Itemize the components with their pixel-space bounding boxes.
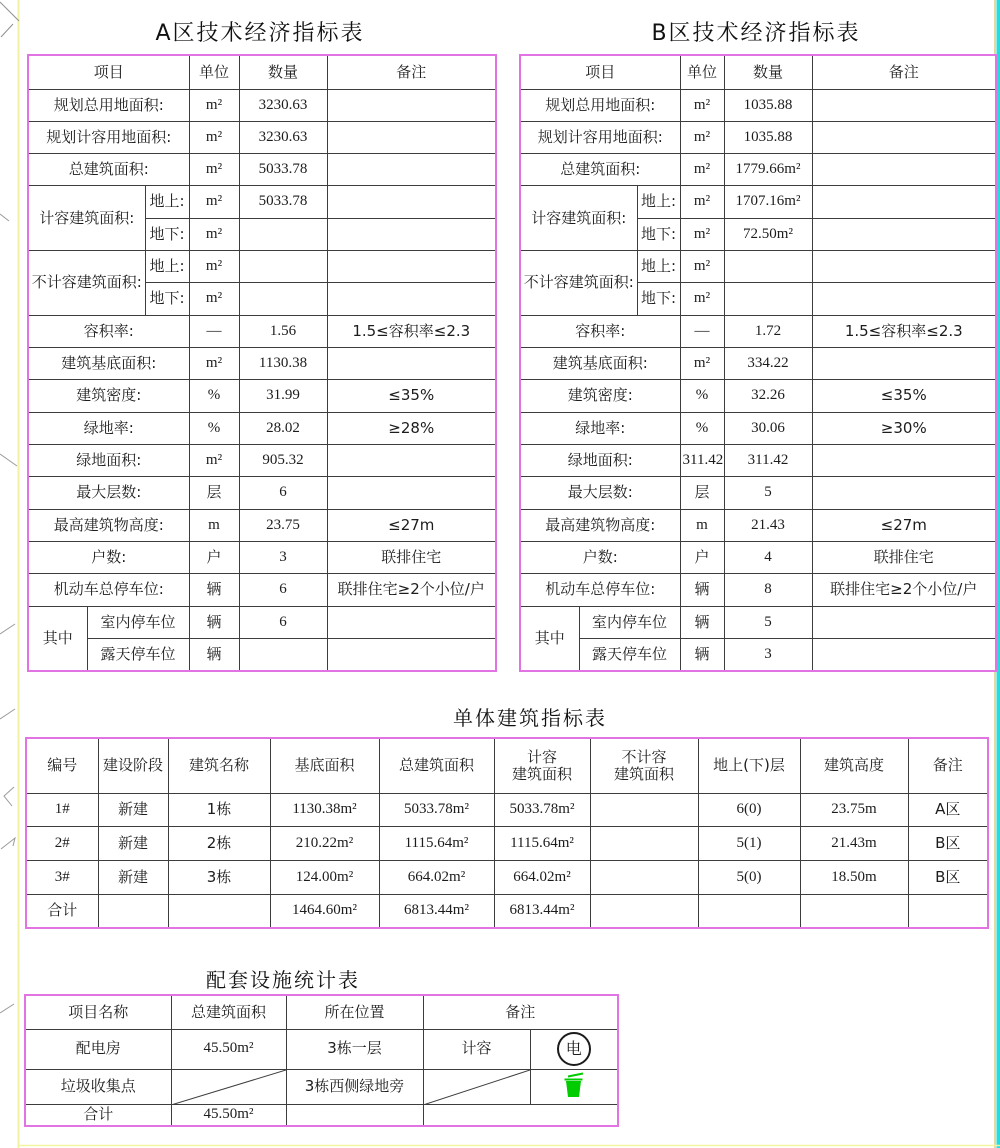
cell-nonplot-gfa [590, 827, 698, 861]
cell-sublabel: 地下: [145, 218, 189, 250]
cell-label: 绿地率: [521, 412, 680, 444]
cell-sublabel: 地下: [637, 283, 680, 315]
cell-unit: m² [680, 251, 724, 283]
viewport-edge-right-cyan [997, 0, 1000, 1148]
cell-unit: 辆 [680, 638, 724, 670]
col-header: 项目名称 [26, 996, 171, 1029]
table-row [29, 121, 495, 153]
cell-unit: — [680, 315, 724, 347]
table-row [29, 154, 495, 186]
cell-sublabel: 地上: [145, 186, 189, 218]
cell-remark [812, 638, 995, 670]
cell-qty: 6 [239, 606, 327, 638]
cell-plot-gfa: 6813.44m² [494, 894, 590, 927]
cell-stage: 新建 [98, 860, 168, 894]
cell-qty [724, 251, 812, 283]
col-header: 建筑高度 [800, 739, 908, 793]
table-row [29, 541, 495, 573]
table-row [521, 541, 995, 573]
table-row [521, 412, 995, 444]
cell-label: 最大层数: [521, 477, 680, 509]
diagonal-slash [424, 1070, 530, 1105]
cell-remark [327, 251, 495, 283]
cell-no: 3# [27, 860, 98, 894]
cell-unit: m² [189, 89, 239, 121]
cell-label: 总建筑面积: [521, 154, 680, 186]
cell-sublabel: 地上: [637, 251, 680, 283]
cell-unit: m² [680, 121, 724, 153]
facility-table-title: 配套设施统计表 [206, 968, 360, 992]
leader-line [0, 214, 9, 221]
cell-name: 3栋 [168, 860, 270, 894]
cell-qty: 30.06 [724, 412, 812, 444]
cell-qty: 1.72 [724, 315, 812, 347]
table-row [27, 793, 987, 827]
col-header: 总建筑面积 [171, 996, 286, 1029]
table-row [29, 606, 495, 638]
cell-unit: 辆 [189, 574, 239, 606]
cell-qty: 21.43 [724, 509, 812, 541]
cell-remark: ≤27m [812, 509, 995, 541]
cell-footprint: 210.22m² [270, 827, 379, 861]
cell-remark: ≤35% [812, 380, 995, 412]
cell-unit: m² [680, 89, 724, 121]
cell-footprint: 1464.60m² [270, 894, 379, 927]
cell-qty: 8 [724, 574, 812, 606]
cell-label: 规划总用地面积: [29, 89, 189, 121]
cell-unit: 辆 [189, 606, 239, 638]
cell-remark: B区 [908, 860, 987, 894]
cell-height [800, 894, 908, 927]
table-row [27, 827, 987, 861]
col-header: 备注 [423, 996, 617, 1029]
table-row [29, 412, 495, 444]
cell-label: 建筑基底面积: [29, 348, 189, 380]
table-row [26, 996, 617, 1029]
cell-label: 建筑基底面积: [521, 348, 680, 380]
cell-unit: m² [189, 348, 239, 380]
cell-unit: m² [189, 283, 239, 315]
cell-remark [812, 251, 995, 283]
table-row [29, 509, 495, 541]
cell-sublabel: 露天停车位 [87, 638, 189, 670]
table-row [26, 1069, 617, 1105]
cell-qty: 3 [239, 541, 327, 573]
cell-floors: 5(0) [698, 860, 800, 894]
cell-unit: m² [189, 186, 239, 218]
building-table [25, 737, 989, 929]
table-a-title: A区技术经济指标表 [155, 21, 365, 46]
cell-gfa: 1115.64m² [379, 827, 494, 861]
cell-unit: m² [189, 444, 239, 476]
cell-label: 建筑密度: [29, 380, 189, 412]
col-header: 建设阶段 [98, 739, 168, 793]
cell-stage: 新建 [98, 793, 168, 827]
cell-name: 配电房 [26, 1029, 171, 1069]
cell-remark: 联排住宅≥2个小位/户 [327, 574, 495, 606]
cell-area: 45.50m² [171, 1105, 286, 1125]
cell-remark: 联排住宅 [812, 541, 995, 573]
cell-remark [812, 348, 995, 380]
cell-remark [327, 89, 495, 121]
cell-unit: m [189, 509, 239, 541]
cell-remark [327, 121, 495, 153]
cell-remark [327, 154, 495, 186]
cell-unit: m [680, 509, 724, 541]
table-b [519, 54, 997, 672]
cell-qty: 5 [724, 477, 812, 509]
cell-floors: 5(1) [698, 827, 800, 861]
cell-label: 户数: [29, 541, 189, 573]
cell-qty: 23.75 [239, 509, 327, 541]
table-row [29, 186, 495, 218]
table-row [521, 477, 995, 509]
cell-stage: 新建 [98, 827, 168, 861]
cell-remark: ≤27m [327, 509, 495, 541]
cell-icon [530, 1069, 617, 1105]
table-row [29, 638, 495, 670]
cell-unit: m² [680, 186, 724, 218]
cell-gfa: 6813.44m² [379, 894, 494, 927]
cell-remark [812, 606, 995, 638]
cell-qty: 28.02 [239, 412, 327, 444]
leader-line [4, 787, 14, 806]
cell-unit: % [189, 380, 239, 412]
cell-qty: 72.50m² [724, 218, 812, 250]
cell-unit: m² [680, 154, 724, 186]
table-a [27, 54, 497, 672]
cell-sublabel: 露天停车位 [579, 638, 680, 670]
cell-qty: 31.99 [239, 380, 327, 412]
cell-label: 机动车总停车位: [521, 574, 680, 606]
col-header: 备注 [327, 56, 495, 89]
cell-name: 合计 [26, 1105, 171, 1125]
col-header: 项目 [29, 56, 189, 89]
cell-qty [724, 283, 812, 315]
table-row [521, 186, 995, 218]
table-row [29, 315, 495, 347]
cell-remark [423, 1069, 530, 1105]
cell-qty: 1707.16m² [724, 186, 812, 218]
cell-stage [98, 894, 168, 927]
cell-label: 最大层数: [29, 477, 189, 509]
cell-plot-gfa: 5033.78m² [494, 793, 590, 827]
cell-remark: ≤35% [327, 380, 495, 412]
cell-remark [908, 894, 987, 927]
cell-unit: — [189, 315, 239, 347]
col-header: 单位 [189, 56, 239, 89]
cell-sublabel: 地下: [637, 218, 680, 250]
cell-unit: 辆 [680, 606, 724, 638]
cell-qty: 1130.38 [239, 348, 327, 380]
leader-line [0, 709, 15, 719]
cell-remark [327, 218, 495, 250]
cell-qty: 905.32 [239, 444, 327, 476]
facility-table [24, 994, 619, 1127]
cell-name: 1栋 [168, 793, 270, 827]
table-row [27, 739, 987, 793]
cell-label: 规划计容用地面积: [29, 121, 189, 153]
table-row [521, 380, 995, 412]
table-row [521, 89, 995, 121]
cell-unit: m² [189, 218, 239, 250]
cell-height: 18.50m [800, 860, 908, 894]
cell-nonplot-gfa [590, 793, 698, 827]
building-table-title: 单体建筑指标表 [453, 706, 607, 730]
cell-location: 3栋西侧绿地旁 [286, 1069, 423, 1105]
cell-label: 规划总用地面积: [521, 89, 680, 121]
col-header: 所在位置 [286, 996, 423, 1029]
leader-line [0, 1004, 14, 1013]
cell-label: 建筑密度: [521, 380, 680, 412]
cell-qty: 334.22 [724, 348, 812, 380]
table-row [521, 509, 995, 541]
table-row [521, 121, 995, 153]
cell-height: 21.43m [800, 827, 908, 861]
cell-qty [239, 638, 327, 670]
cell-unit: % [189, 412, 239, 444]
cell-label: 容积率: [521, 315, 680, 347]
table-row [26, 1029, 617, 1069]
cell-qty: 1035.88 [724, 121, 812, 153]
cell-remark: 1.5≤容积率≤2.3 [812, 315, 995, 347]
leader-line [1, 838, 15, 849]
cell-remark [327, 606, 495, 638]
cell-no: 1# [27, 793, 98, 827]
table-row [521, 154, 995, 186]
col-header: 单位 [680, 56, 724, 89]
cell-unit: 层 [680, 477, 724, 509]
cell-remark: 1.5≤容积率≤2.3 [327, 315, 495, 347]
cell-qty: 3230.63 [239, 89, 327, 121]
cell-footprint: 1130.38m² [270, 793, 379, 827]
col-header: 建筑名称 [168, 739, 270, 793]
cell-sublabel: 室内停车位 [87, 606, 189, 638]
cell-qty: 3230.63 [239, 121, 327, 153]
cell-remark [327, 348, 495, 380]
cell-unit: 辆 [680, 574, 724, 606]
table-row [521, 348, 995, 380]
cell-label: 其中 [29, 606, 87, 670]
cell-unit: m² [680, 218, 724, 250]
cell-remark [327, 283, 495, 315]
cell-unit: 辆 [189, 638, 239, 670]
cell-qty: 1.56 [239, 315, 327, 347]
table-row [521, 315, 995, 347]
table-row [29, 444, 495, 476]
cell-unit: m² [189, 121, 239, 153]
cell-gfa: 5033.78m² [379, 793, 494, 827]
col-header: 计容 建筑面积 [494, 739, 590, 793]
cell-unit: 层 [189, 477, 239, 509]
cell-label: 规划计容用地面积: [521, 121, 680, 153]
cell-floors: 6(0) [698, 793, 800, 827]
col-header: 编号 [27, 739, 98, 793]
cell-remark: ≥28% [327, 412, 495, 444]
cell-location: 3栋一层 [286, 1029, 423, 1069]
diagonal-slash [172, 1070, 286, 1105]
cell-label: 其中 [521, 606, 579, 670]
cell-unit: m² [680, 348, 724, 380]
cell-remark [812, 121, 995, 153]
cell-label: 容积率: [29, 315, 189, 347]
cell-qty: 1779.66m² [724, 154, 812, 186]
cell-qty: 3 [724, 638, 812, 670]
cell-qty: 4 [724, 541, 812, 573]
cell-label: 绿地率: [29, 412, 189, 444]
cell-label: 最高建筑物高度: [29, 509, 189, 541]
cell-qty [239, 218, 327, 250]
cell-label: 绿地面积: [521, 444, 680, 476]
cell-remark [423, 1105, 617, 1125]
cell-qty: 5 [724, 606, 812, 638]
cell-label: 计容建筑面积: [521, 186, 637, 251]
col-header: 基底面积 [270, 739, 379, 793]
cell-label: 不计容建筑面积: [29, 251, 145, 316]
cell-label: 总建筑面积: [29, 154, 189, 186]
table-row [29, 574, 495, 606]
table-row [521, 251, 995, 283]
cell-name: 垃圾收集点 [26, 1069, 171, 1105]
cell-remark [327, 477, 495, 509]
leader-line [0, 624, 15, 634]
cell-name [168, 894, 270, 927]
power-icon-label: 电 [565, 1038, 582, 1058]
table-row [27, 860, 987, 894]
cell-label: 计容建筑面积: [29, 186, 145, 251]
col-header: 项目 [521, 56, 680, 89]
cell-remark: 联排住宅 [327, 541, 495, 573]
cell-remark: 计容 [423, 1029, 530, 1069]
cell-area [171, 1069, 286, 1105]
table-row [521, 444, 995, 476]
col-header: 数量 [239, 56, 327, 89]
cell-remark: 联排住宅≥2个小位/户 [812, 574, 995, 606]
cell-remark [327, 444, 495, 476]
cell-plot-gfa: 1115.64m² [494, 827, 590, 861]
cell-height: 23.75m [800, 793, 908, 827]
cell-label: 绿地面积: [29, 444, 189, 476]
cell-qty [239, 283, 327, 315]
leader-line [1, 24, 13, 37]
cell-no: 2# [27, 827, 98, 861]
cell-remark: A区 [908, 793, 987, 827]
cell-qty: 32.26 [724, 380, 812, 412]
table-row [29, 477, 495, 509]
cell-qty: 6 [239, 477, 327, 509]
cell-label: 机动车总停车位: [29, 574, 189, 606]
cell-remark: B区 [908, 827, 987, 861]
cell-floors [698, 894, 800, 927]
table-b-title: B区技术经济指标表 [651, 21, 861, 46]
cell-remark: ≥30% [812, 412, 995, 444]
cell-unit: % [680, 380, 724, 412]
cell-qty [239, 251, 327, 283]
table-row [521, 574, 995, 606]
cell-remark [812, 218, 995, 250]
cell-remark [812, 89, 995, 121]
table-row [26, 1105, 617, 1125]
col-header: 数量 [724, 56, 812, 89]
cell-remark [812, 283, 995, 315]
cell-nonplot-gfa [590, 894, 698, 927]
power-icon [557, 1032, 591, 1066]
table-row [29, 251, 495, 283]
cell-label: 不计容建筑面积: [521, 251, 637, 316]
table-row [27, 894, 987, 927]
cell-qty: 311.42 [724, 444, 812, 476]
cell-remark [812, 154, 995, 186]
cell-remark [812, 186, 995, 218]
col-header: 地上(下)层 [698, 739, 800, 793]
cell-qty: 1035.88 [724, 89, 812, 121]
table-row [29, 380, 495, 412]
cell-qty: 5033.78 [239, 186, 327, 218]
cell-label: 户数: [521, 541, 680, 573]
cell-label: 最高建筑物高度: [521, 509, 680, 541]
cell-unit: % [680, 412, 724, 444]
col-header: 不计容 建筑面积 [590, 739, 698, 793]
cell-no: 合计 [27, 894, 98, 927]
cell-unit: m² [189, 154, 239, 186]
cell-sublabel: 地上: [637, 186, 680, 218]
cell-remark [812, 444, 995, 476]
cell-sublabel: 地下: [145, 283, 189, 315]
trash-bin-icon [562, 1072, 585, 1098]
table-row [521, 606, 995, 638]
cell-plot-gfa: 664.02m² [494, 860, 590, 894]
leader-line [0, 454, 17, 466]
cell-gfa: 664.02m² [379, 860, 494, 894]
table-row [521, 638, 995, 670]
cell-nonplot-gfa [590, 860, 698, 894]
cell-remark [327, 186, 495, 218]
table-row [521, 56, 995, 89]
cell-sublabel: 室内停车位 [579, 606, 680, 638]
col-header: 备注 [908, 739, 987, 793]
cell-name: 2栋 [168, 827, 270, 861]
table-row [29, 348, 495, 380]
cell-icon [530, 1029, 617, 1069]
cell-sublabel: 地上: [145, 251, 189, 283]
cell-footprint: 124.00m² [270, 860, 379, 894]
cell-qty: 5033.78 [239, 154, 327, 186]
cell-location [286, 1105, 423, 1125]
col-header: 备注 [812, 56, 995, 89]
cell-unit: 户 [189, 541, 239, 573]
table-row [29, 89, 495, 121]
col-header: 总建筑面积 [379, 739, 494, 793]
table-row [29, 56, 495, 89]
cell-unit: 311.42 [680, 444, 724, 476]
cell-unit: m² [189, 251, 239, 283]
cell-area: 45.50m² [171, 1029, 286, 1069]
cell-unit: m² [680, 283, 724, 315]
cell-remark [812, 477, 995, 509]
cell-qty: 6 [239, 574, 327, 606]
cell-unit: 户 [680, 541, 724, 573]
cell-remark [327, 638, 495, 670]
leader-line [0, 2, 19, 21]
